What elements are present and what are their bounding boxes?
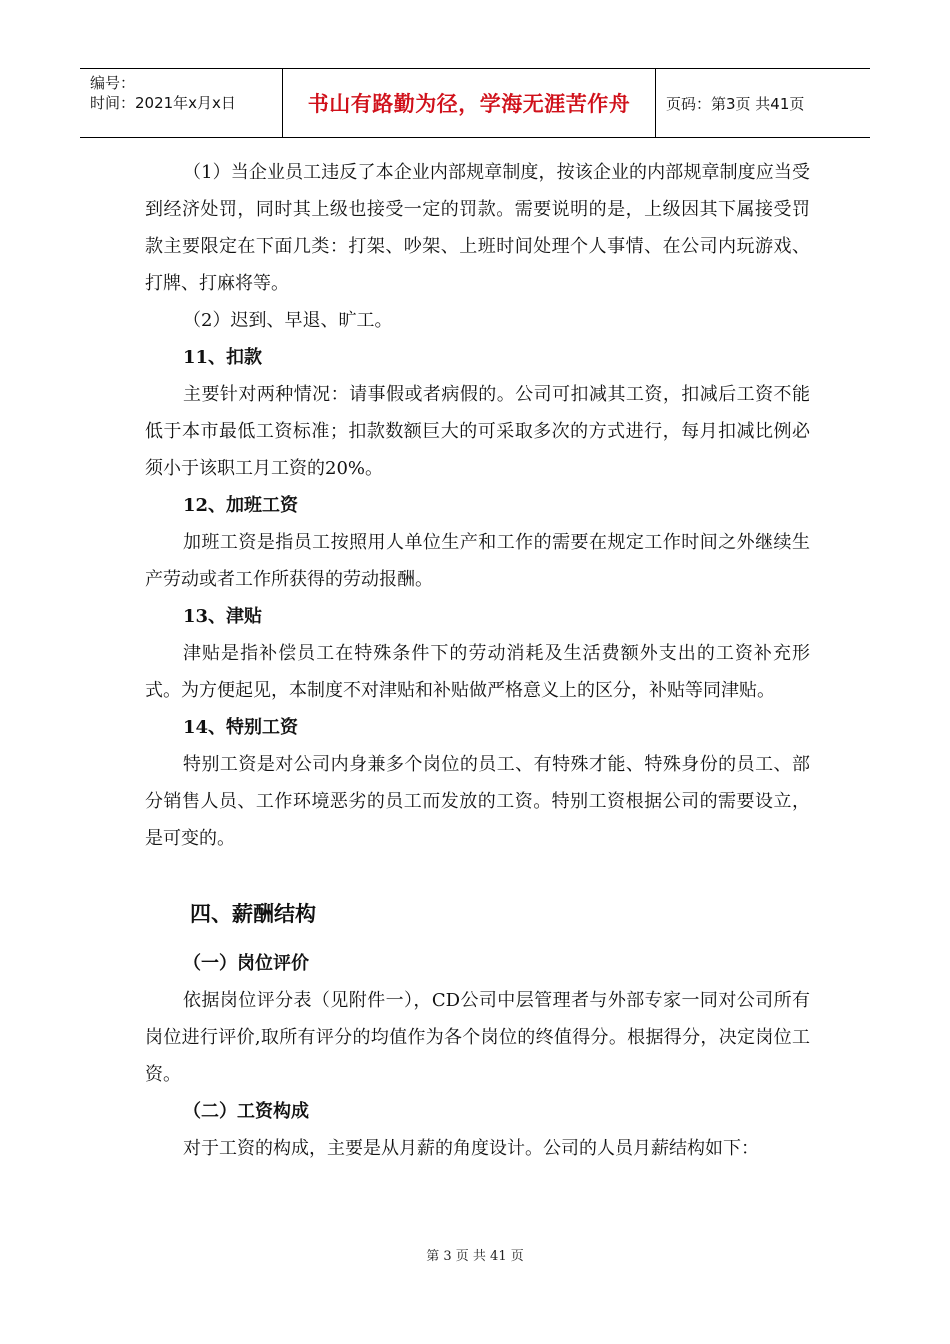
page-header <box>80 68 870 138</box>
paragraph: （2）迟到、早退、旷工。 <box>183 310 393 331</box>
page-footer: 第 3 页 共 41 页 <box>426 1249 524 1264</box>
section-heading: 四、薪酬结构 <box>190 901 316 926</box>
heading-12: 12、加班工资 <box>183 495 299 516</box>
paragraph: （1）当企业员工违反了本企业内部规章制度，按该企业的内部规章制度应当受到经济处罚，同时其上级也接受一定的罚款。需要说明的是，上级因其下属接受罚款主要限定在下面几类：打架、吵架、上班时间处理个人事情、在公司内玩游戏、打牌、打麻将等。 <box>145 162 810 294</box>
date-label: 时间：2021年x月x日 <box>90 94 236 112</box>
heading-13: 13、津贴 <box>183 606 263 627</box>
header-motto: 书山有路勤为径，学海无涯苦作舟 <box>282 69 656 137</box>
heading-11: 11、扣款 <box>183 347 263 368</box>
subsection-heading: （一）岗位评价 <box>183 953 309 974</box>
header-page-info: 页码：第3页 共41页 <box>666 94 805 113</box>
number-label: 编号： <box>90 74 136 92</box>
header-meta <box>80 69 282 137</box>
subsection-heading: （二）工资构成 <box>183 1101 309 1122</box>
paragraph: 特别工资是对公司内身兼多个岗位的员工、有特殊才能、特殊身份的员工、部分销售人员、工作环境恶劣的员工而发放的工资。特别工资根据公司的需要设立，是可变的。 <box>145 754 810 849</box>
paragraph: 加班工资是指员工按照用人单位生产和工作的需要在规定工作时间之外继续生产劳动或者工作所获得的劳动报酬。 <box>145 532 810 590</box>
heading-14: 14、特别工资 <box>183 717 299 738</box>
document-body <box>145 154 810 1167</box>
paragraph: 依据岗位评分表（见附件一），CD公司中层管理者与外部专家一同对公司所有岗位进行评价,取所有评分的均值作为各个岗位的终值得分。根据得分，决定岗位工资。 <box>145 990 810 1085</box>
paragraph: 津贴是指补偿员工在特殊条件下的劳动消耗及生活费额外支出的工资补充形式。为方便起见，本制度不对津贴和补贴做严格意义上的区分，补贴等同津贴。 <box>145 643 810 701</box>
paragraph: 主要针对两种情况：请事假或者病假的。公司可扣减其工资，扣减后工资不能低于本市最低工资标准；扣款数额巨大的可采取多次的方式进行，每月扣减比例必须小于该职工月工资的20%。 <box>145 384 810 479</box>
paragraph: 对于工资的构成，主要是从月薪的角度设计。公司的人员月薪结构如下： <box>183 1138 759 1159</box>
